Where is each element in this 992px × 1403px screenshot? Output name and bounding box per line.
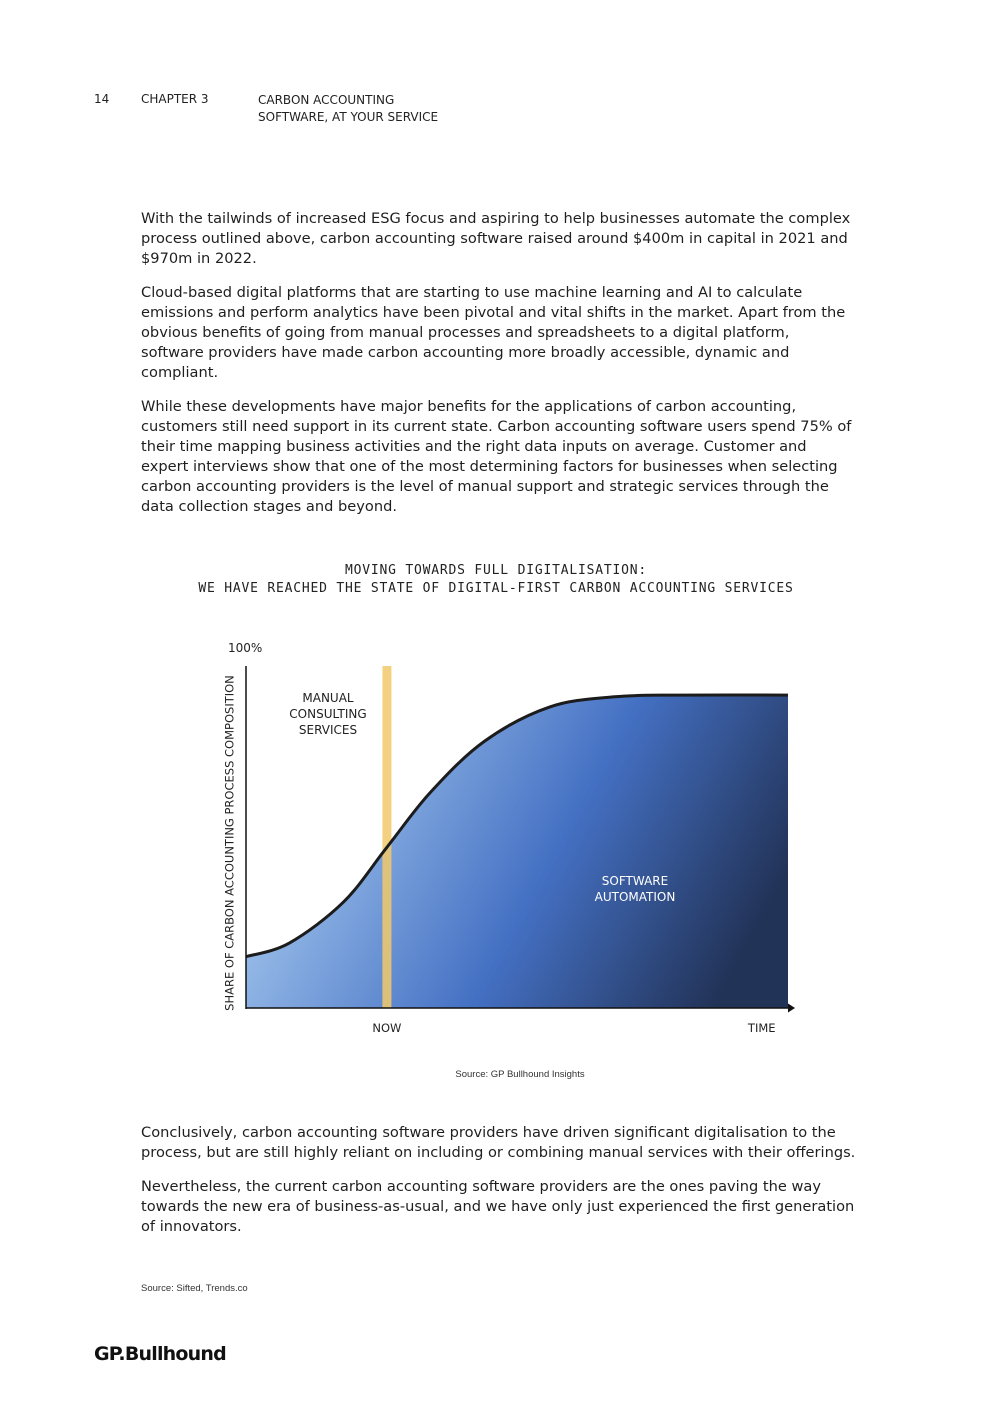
paragraph: Conclusively, carbon accounting software providers have driven significant digitalisation to the process, but are still highly reliant on including or combining manual services with their offerings.	[141, 1124, 856, 1161]
y-max-label: 100%	[228, 641, 263, 655]
region-label-line: SOFTWARE	[601, 874, 669, 888]
x-tick-now: NOW	[372, 1021, 402, 1035]
region-label-line: AUTOMATION	[594, 890, 676, 904]
y-axis-label: SHARE OF CARBON ACCOUNTING PROCESS COMPOSITION	[222, 675, 237, 1011]
manual-consulting-label	[289, 691, 366, 737]
region-label-line: MANUAL	[302, 691, 354, 705]
region-label-line: CONSULTING	[289, 707, 367, 721]
chapter-label: CHAPTER 3	[141, 92, 209, 106]
section-title-line2: SOFTWARE, AT YOUR SERVICE	[258, 110, 439, 124]
region-label-line: SERVICES	[298, 723, 358, 737]
gp-bullhound-logo: GP.Bullhound	[94, 1343, 226, 1365]
now-marker-band	[382, 666, 391, 1008]
paragraph: Cloud-based digital platforms that are starting to use machine learning and AI to calculate emissions and perform analytics have been pivotal and vital shifts in the market. Apart from the obvious benefits of going from manual processes and spreadsheets to a digital platform, software providers have made carbon accounting more broadly accessible, dynamic and compliant.	[141, 284, 846, 381]
paragraph: With the tailwinds of increased ESG focus and aspiring to help businesses automate the complex process outlined above, carbon accounting software raised around $400m in capital in 2021 and $970m in 2022.	[141, 210, 851, 267]
closing-text	[141, 1123, 856, 1251]
footnote-source: Source: Sifted, Trends.co	[141, 1283, 248, 1294]
page-number: 14	[94, 92, 110, 106]
x-axis-arrow-icon	[788, 1004, 795, 1013]
chart-title-line1: MOVING TOWARDS FULL DIGITALISATION:	[345, 563, 647, 578]
paragraph: While these developments have major benefits for the applications of carbon accounting, customers still need support in its current state. Carbon accounting software users spend 75% of their time mapping business activities and the right data inputs on average. Customer and expert interviews show that one of the most determining factors for businesses when selecting carbon accounting providers is the level of manual support and strategic services through the data collection stages and beyond.	[141, 398, 852, 515]
x-tick-time: TIME	[747, 1021, 776, 1035]
section-title-line1: CARBON ACCOUNTING	[258, 93, 395, 107]
software-automation-area	[246, 695, 788, 1008]
chart-source: Source: GP Bullhound Insights	[455, 1069, 585, 1080]
paragraph: Nevertheless, the current carbon accounting software providers are the ones paving the way towards the new era of business-as-usual, and we have only just experienced the first generation of innovators.	[141, 1178, 855, 1235]
chart-title-line2: WE HAVE REACHED THE STATE OF DIGITAL-FIRST CARBON ACCOUNTING SERVICES	[198, 581, 794, 596]
